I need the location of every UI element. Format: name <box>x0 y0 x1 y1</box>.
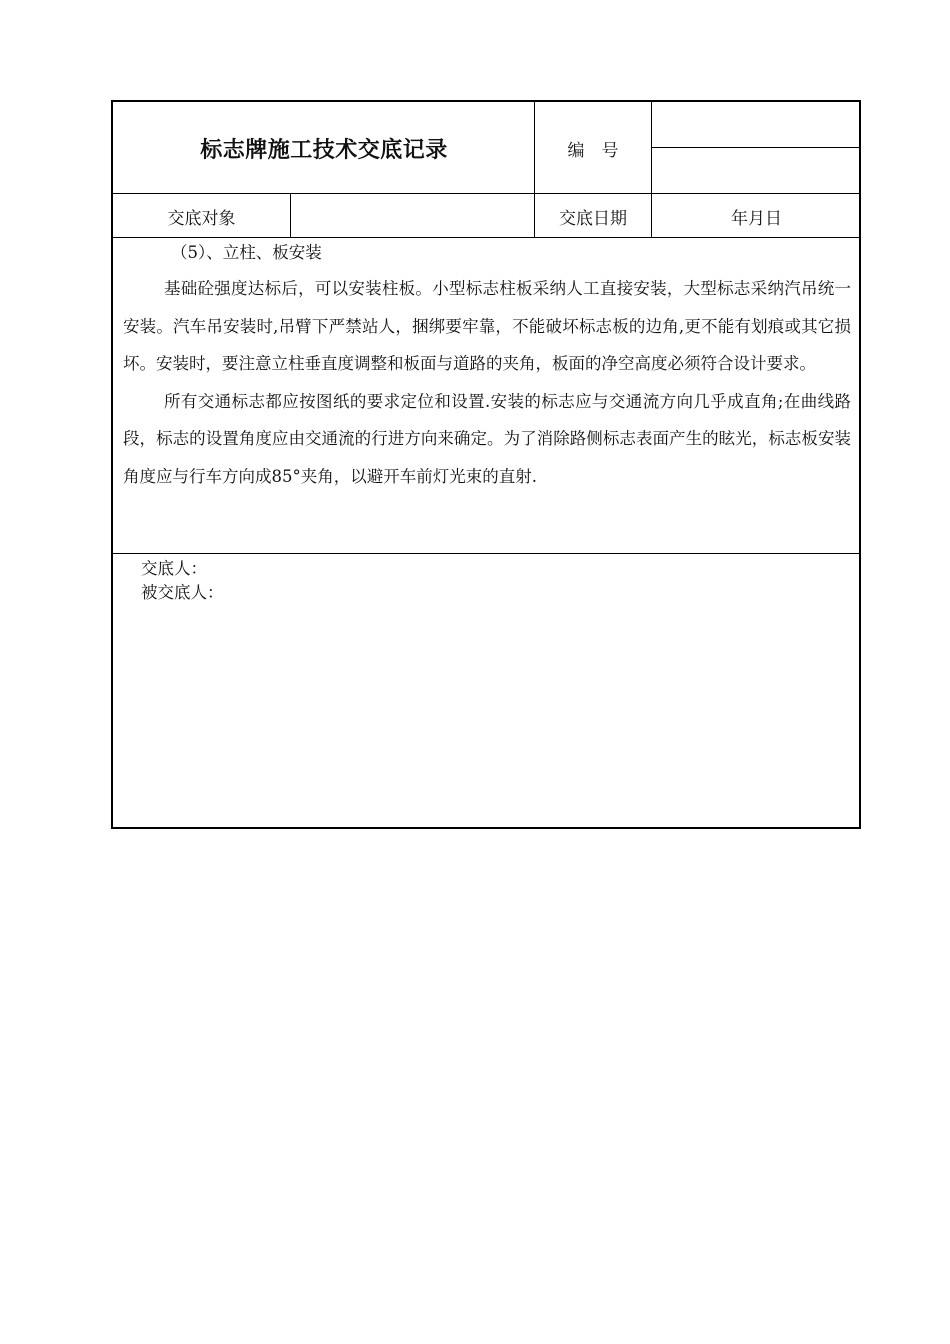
recipient-label: 被交底人： <box>141 583 224 602</box>
signature-block <box>141 557 224 605</box>
section-heading: （5）、立柱、板安装 <box>171 243 322 262</box>
date-value: 年月日 <box>731 208 782 229</box>
date-label: 交底日期 <box>559 208 627 229</box>
number-value-field[interactable] <box>652 102 861 147</box>
paragraph-foundation-install: 基础砼强度达标后，可以安装柱板。小型标志柱板采纳人工直接安装，大型标志采纳汽吊统一安装。汽车吊安装时,吊臂下严禁站人，捆绑要牢靠，不能破坏标志板的边角,更不能有划痕或其它损坏。安装时，要注意立柱垂直度调整和板面与道路的夹角，板面的净空高度必须符合设计要求。 <box>123 279 851 373</box>
divider-body-signatures <box>113 553 861 554</box>
target-value-field[interactable] <box>291 194 534 238</box>
disclosure-record-table <box>111 100 861 829</box>
document-title: 标志牌施工技术交底记录 <box>200 136 448 163</box>
paragraph-sign-orientation: 所有交通标志都应按图纸的要求定位和设置.安装的标志应与交通流方向几乎成直角;在曲线路段，标志的设置角度应由交通流的行进方向来确定。为了消除路侧标志表面产生的眩光，标志板安装角度应与行车方向成85°夹角，以避开车前灯光束的直射. <box>123 391 851 486</box>
target-label: 交底对象 <box>167 208 236 229</box>
discloser-label: 交底人： <box>141 559 207 578</box>
divider-number-rows <box>651 147 861 148</box>
number-label: 编 号 <box>567 140 619 161</box>
disclosure-content <box>123 240 851 495</box>
